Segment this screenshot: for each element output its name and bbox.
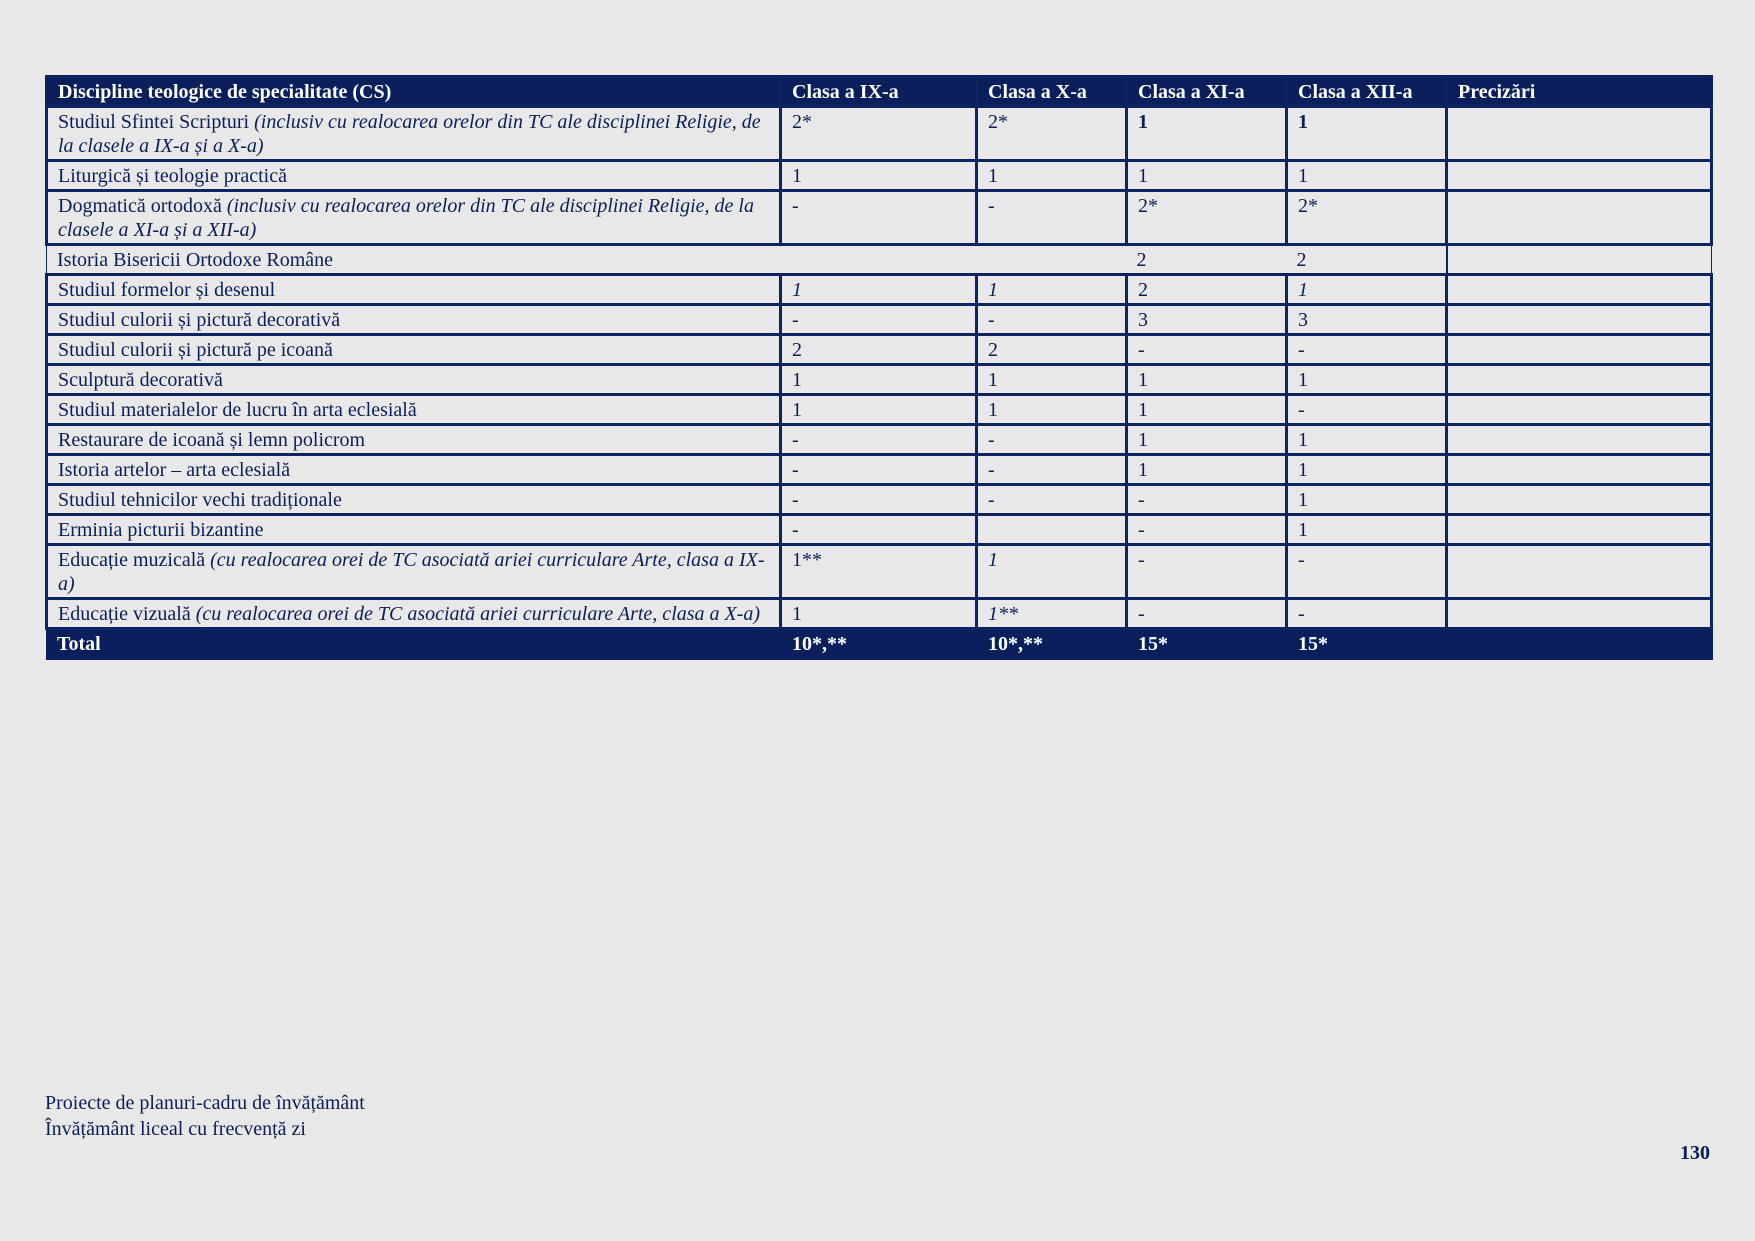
cell-xi: 2 (1127, 275, 1287, 305)
cell-precizari (1447, 395, 1712, 425)
total-x: 10*,** (977, 629, 1127, 659)
table-row (47, 599, 1712, 629)
cell-ix: 1 (781, 161, 977, 191)
cell-xii: - (1287, 335, 1447, 365)
total-row (47, 629, 1712, 659)
cell-x: 1 (977, 365, 1127, 395)
cell-xii: 1 (1287, 365, 1447, 395)
table-row (47, 275, 1712, 305)
cell-ix: - (781, 485, 977, 515)
discipline-cell (47, 275, 781, 305)
cell-xii: 1 (1287, 485, 1447, 515)
cell-xii: 1 (1287, 425, 1447, 455)
cell-xii: 1 (1287, 107, 1447, 161)
table-row (47, 335, 1712, 365)
table-row (47, 191, 1712, 245)
cell-xii: 1 (1287, 161, 1447, 191)
discipline-cell (47, 545, 781, 599)
header-class-ix: Clasa a IX-a (781, 77, 977, 107)
curriculum-table (45, 75, 1713, 660)
cell-precizari (1447, 335, 1712, 365)
total-precizari (1447, 629, 1712, 659)
discipline-cell (47, 365, 781, 395)
discipline-name: Studiul formelor și desenul (58, 279, 276, 301)
cell-xi: 3 (1127, 305, 1287, 335)
cell-x: 1** (977, 599, 1127, 629)
header-class-xii: Clasa a XII-a (1287, 77, 1447, 107)
cell-x: 2* (977, 107, 1127, 161)
cell-precizari (1447, 161, 1712, 191)
discipline-cell (47, 515, 781, 545)
header-class-x: Clasa a X-a (977, 77, 1127, 107)
cell-xi: 1 (1127, 161, 1287, 191)
discipline-note: (inclusiv cu realocarea orelor din TC ale disciplinei Religie, de la clasele a IX-a și a X-a) (58, 111, 761, 157)
discipline-note: (cu realocarea orei de TC asociată ariei curriculare Arte, clasa a X-a) (195, 603, 761, 625)
table-row (47, 161, 1712, 191)
cell-ix: 1 (781, 365, 977, 395)
table-row (47, 395, 1712, 425)
cell-x: - (977, 425, 1127, 455)
discipline-cell (47, 425, 781, 455)
cell-xii: 1 (1287, 515, 1447, 545)
cell-x: 1 (977, 275, 1127, 305)
cell-ix: - (781, 191, 977, 245)
discipline-name: Sculptură decorativă (58, 369, 223, 391)
table-header-row (47, 77, 1712, 107)
discipline-name: Istoria artelor – arta eclesială (58, 459, 291, 481)
header-class-xi: Clasa a XI-a (1127, 77, 1287, 107)
cell-precizari (1447, 245, 1712, 275)
total-ix: 10*,** (781, 629, 977, 659)
cell-precizari (1447, 545, 1712, 599)
cell-xi: 1 (1127, 395, 1287, 425)
cell-x: 1 (977, 161, 1127, 191)
cell-x: - (977, 191, 1127, 245)
cell-precizari (1447, 191, 1712, 245)
cell-xii: - (1287, 395, 1447, 425)
cell-xi: - (1127, 335, 1287, 365)
discipline-cell (47, 455, 781, 485)
cell-precizari (1447, 455, 1712, 485)
cell-xi: 1 (1127, 425, 1287, 455)
cell-x (977, 515, 1127, 545)
table-row (47, 365, 1712, 395)
table-row (47, 305, 1712, 335)
cell-xii: 3 (1287, 305, 1447, 335)
discipline-name: Liturgică și teologie practică (58, 165, 287, 187)
total-xii: 15* (1287, 629, 1447, 659)
cell-precizari (1447, 305, 1712, 335)
cell-ix: - (781, 515, 977, 545)
cell-xii: 1 (1287, 455, 1447, 485)
cell-xi: - (1127, 515, 1287, 545)
cell-precizari (1447, 425, 1712, 455)
cell-precizari (1447, 107, 1712, 161)
discipline-name: Dogmatică ortodoxă (58, 195, 222, 217)
cell-x (977, 245, 1127, 275)
table-row (47, 485, 1712, 515)
table-row (47, 107, 1712, 161)
discipline-cell (47, 161, 781, 191)
cell-xi: 2* (1127, 191, 1287, 245)
cell-ix: 1** (781, 545, 977, 599)
cell-x: 2 (977, 335, 1127, 365)
cell-xi: 1 (1127, 107, 1287, 161)
cell-ix: - (781, 425, 977, 455)
cell-ix: 1 (781, 599, 977, 629)
cell-precizari (1447, 599, 1712, 629)
footer-line-2: Învățământ liceal cu frecvență zi (45, 1118, 306, 1140)
discipline-name: Restaurare de icoană și lemn policrom (58, 429, 366, 451)
cell-xii: - (1287, 545, 1447, 599)
cell-ix (781, 245, 977, 275)
cell-x: - (977, 455, 1127, 485)
discipline-cell (47, 191, 781, 245)
discipline-name: Studiul culorii și pictură decorativă (58, 309, 341, 331)
table-row (47, 545, 1712, 599)
cell-x: 1 (977, 545, 1127, 599)
cell-precizari (1447, 275, 1712, 305)
document-footer (45, 1090, 365, 1142)
cell-x: - (977, 305, 1127, 335)
cell-xii: 2* (1287, 191, 1447, 245)
cell-precizari (1447, 365, 1712, 395)
page-number: 130 (1680, 1142, 1710, 1164)
cell-xii: 1 (1287, 275, 1447, 305)
discipline-cell (47, 599, 781, 629)
discipline-cell (47, 485, 781, 515)
cell-xi: 1 (1127, 455, 1287, 485)
footer-line-1: Proiecte de planuri-cadru de învățământ (45, 1092, 365, 1114)
total-label: Total (47, 629, 781, 659)
cell-xi: 2 (1127, 245, 1287, 275)
cell-ix: 1 (781, 395, 977, 425)
discipline-name: Educație vizuală (58, 603, 191, 625)
header-discipline: Discipline teologice de specialitate (CS) (47, 77, 781, 107)
cell-xi: 1 (1127, 365, 1287, 395)
cell-xii: - (1287, 599, 1447, 629)
discipline-cell (47, 395, 781, 425)
discipline-name: Studiul culorii și pictură pe icoană (58, 339, 333, 361)
discipline-note: (inclusiv cu realocarea orelor din TC ale disciplinei Religie, de la clasele a XI-a și a XII-a) (58, 195, 754, 241)
total-xi: 15* (1127, 629, 1287, 659)
discipline-name: Educație muzicală (58, 549, 206, 571)
table-row (47, 245, 1712, 275)
table-row (47, 515, 1712, 545)
cell-ix: 1 (781, 275, 977, 305)
discipline-cell (47, 107, 781, 161)
discipline-cell (47, 305, 781, 335)
cell-x: 1 (977, 395, 1127, 425)
discipline-cell (47, 245, 781, 275)
cell-ix: - (781, 305, 977, 335)
discipline-name: Istoria Bisericii Ortodoxe Române (57, 249, 334, 271)
cell-ix: 2* (781, 107, 977, 161)
discipline-name: Studiul materialelor de lucru în arta eclesială (58, 399, 417, 421)
cell-x: - (977, 485, 1127, 515)
discipline-name: Erminia picturii bizantine (58, 519, 264, 541)
cell-xi: - (1127, 599, 1287, 629)
cell-xii: 2 (1287, 245, 1447, 275)
cell-precizari (1447, 485, 1712, 515)
discipline-cell (47, 335, 781, 365)
cell-ix: - (781, 455, 977, 485)
table-row (47, 455, 1712, 485)
discipline-name: Studiul Sfintei Scripturi (58, 111, 250, 133)
table-row (47, 425, 1712, 455)
header-precizari: Precizări (1447, 77, 1712, 107)
discipline-note: (cu realocarea orei de TC asociată ariei curriculare Arte, clasa a IX-a) (58, 549, 765, 595)
cell-xi: - (1127, 485, 1287, 515)
cell-ix: 2 (781, 335, 977, 365)
cell-precizari (1447, 515, 1712, 545)
curriculum-table-container (45, 75, 1710, 660)
discipline-name: Studiul tehnicilor vechi tradiționale (58, 489, 342, 511)
cell-xi: - (1127, 545, 1287, 599)
